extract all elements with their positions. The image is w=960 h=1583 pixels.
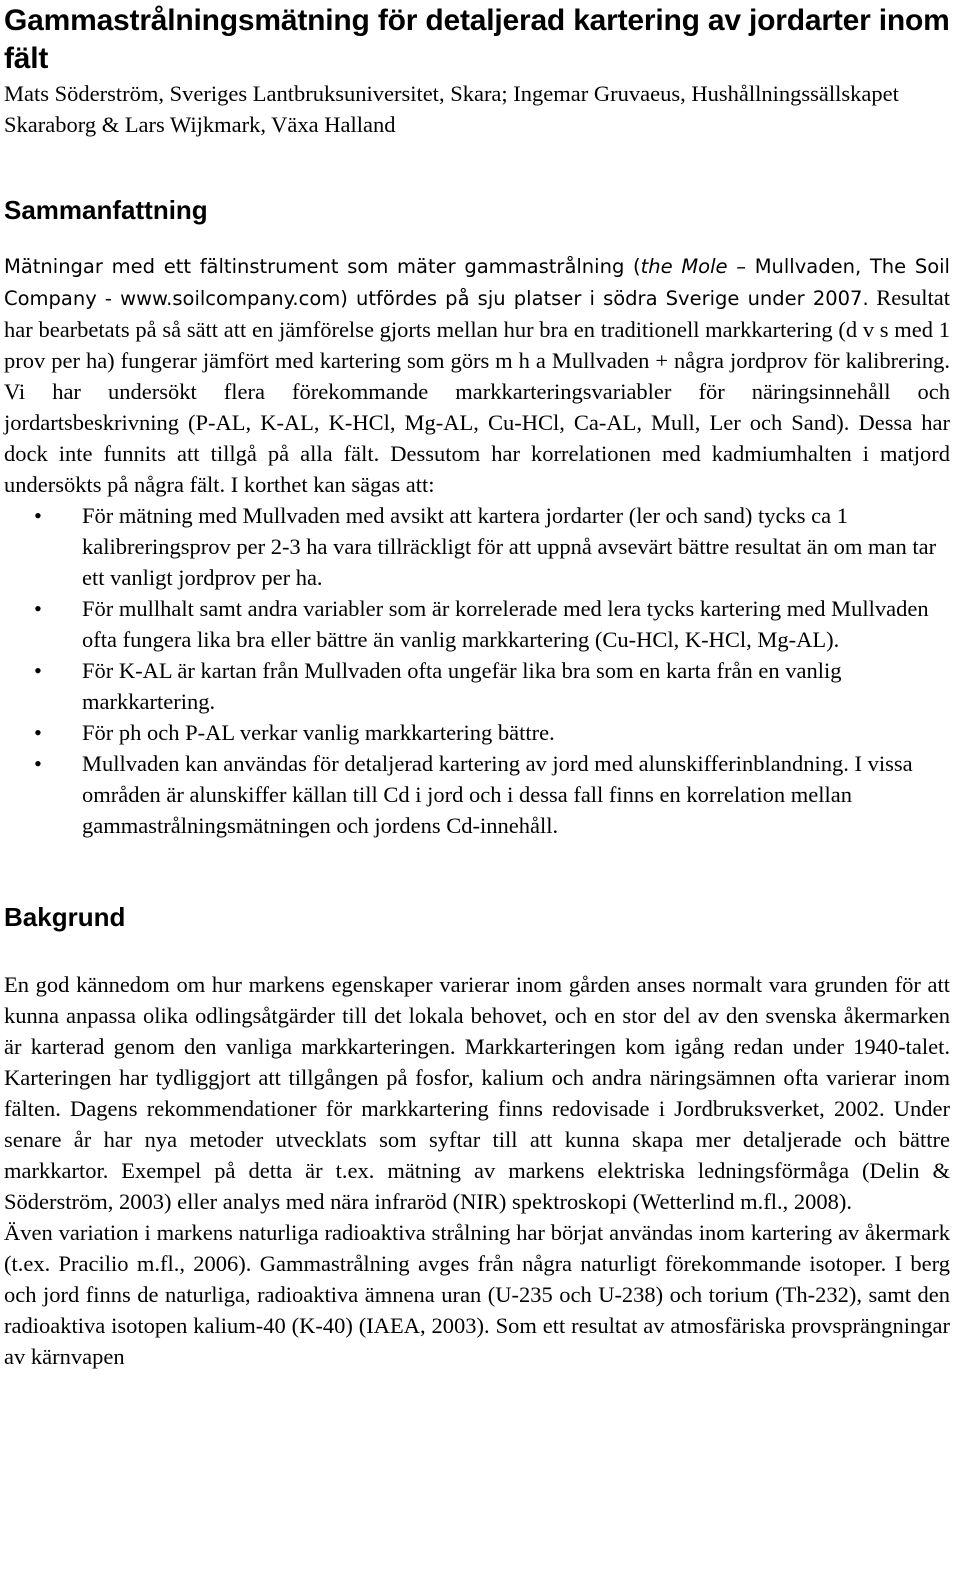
list-item-text: För K-AL är kartan från Mullvaden ofta ungefär lika bra som en karta från en vanlig markkartering.	[82, 658, 842, 714]
list-item	[4, 593, 950, 655]
summary-text-serif: Resultat har bearbetats på så sätt att en jämförelse gjorts mellan hur bra en traditionell markkartering (d v s med 1 prov per ha) fungerar jämfört med kartering som görs m h a Mullvaden + några jordprov för kalibrering. Vi har undersökt flera förekommande markkarteringsvariabler för näringsinnehåll och jordartsbeskrivning (P-AL, K-AL, K-HCl, Mg-AL, Cu-HCl, Ca-AL, Mull, Ler och Sand). Dessa har dock inte funnits att tillgå på alla fält. Dessutom har korrelationen med kadmiumhalten i matjord undersökts på några fält. I korthet kan sägas att:	[4, 285, 951, 497]
summary-text-part1: Mätningar med ett fältinstrument som mäter gammastrålning (	[4, 255, 641, 278]
bakgrund-paragraph-2: Även variation i markens naturliga radioaktiva strålning har börjat användas inom kartering av åkermark (t.ex. Pracilio m.fl., 2006). Gammastrålning avges från några naturligt förekommande isotoper. I berg och jord finns de naturliga, radioaktiva ämnena uran (U-235 och U-238) och torium (Th-232), samt den radioaktiva isotopen kalium-40 (K-40) (IAEA, 2003). Som ett resultat av atmosfäriska provsprängningar av kärnvapen	[4, 1220, 950, 1369]
bullet-glyph: •	[34, 751, 42, 776]
list-item	[4, 717, 950, 748]
list-item-text: För ph och P-AL verkar vanlig markkartering bättre.	[82, 720, 555, 745]
list-item	[4, 748, 950, 841]
bullet-glyph: •	[34, 720, 42, 745]
bullet-glyph: •	[34, 596, 42, 621]
bullet-glyph: •	[34, 658, 42, 683]
author-line: Mats Söderström, Sveriges Lantbruksuniversitet, Skara; Ingemar Gruvaeus, Hushållningssällskapet Skaraborg & Lars Wijkmark, Växa Halland	[4, 81, 899, 137]
summary-paragraph	[4, 250, 950, 500]
bakgrund-paragraph-1: En god kännedom om hur markens egenskaper varierar inom gården anses normalt vara grunden för att kunna anpassa olika odlingsåtgärder till det lokala behovet, och en stor del av den svenska åkermarken är karterad genom den vanliga markkarteringen. Markkarteringen kom igång redan under 1940-talet. Karteringen har tydliggjort att tillgången på fosfor, kalium och andra näringsämnen ofta varierar inom fälten. Dagens rekommendationer för markkartering finns redovisade i Jordbruksverket, 2002. Under senare år har nya metoder utvecklats som syftar till att kunna skapa mer detaljerade och bättre markkartor. Exempel på detta är t.ex. mätning av markens elektriska ledningsförmåga (Delin & Söderström, 2003) eller analys med nära infraröd (NIR) spektroskopi (Wetterlind m.fl., 2008).	[4, 972, 950, 1214]
section-heading-bakgrund: Bakgrund	[4, 902, 126, 932]
summary-bullet-list	[4, 500, 950, 841]
list-item-text: Mullvaden kan användas för detaljerad kartering av jord med alunskifferinblandning. I vissa områden är alunskiffer källan till Cd i jord och i dessa fall finns en korrelation mellan gammastrålningsmätningen och jordens Cd-innehåll.	[82, 751, 913, 838]
summary-text-italic: the Mole	[640, 255, 728, 278]
list-item	[4, 655, 950, 717]
document-title: Gammastrålningsmätning för detaljerad kartering av jordarter inom fält	[4, 4, 950, 75]
list-item-text: För mätning med Mullvaden med avsikt att kartera jordarter (ler och sand) tycks ca 1 kalibreringsprov per 2-3 ha vara tillräckligt för att uppnå avsevärt bättre resultat än om man tar ett vanligt jordprov per ha.	[82, 503, 937, 590]
document-page	[4, 0, 950, 1372]
list-item-text: För mullhalt samt andra variabler som är korrelerade med lera tycks kartering med Mullvaden ofta fungera lika bra eller bättre än vanlig markkartering (Cu-HCl, K-HCl, Mg-AL).	[82, 596, 929, 652]
list-item	[4, 500, 950, 593]
bullet-glyph: •	[34, 503, 42, 528]
summary-text-part2: – Mullvaden, The Soil Company - www.soilcompany.com) utfördes på sju platser i södra Sverige under 2007.	[4, 255, 950, 310]
section-heading-sammanfattning: Sammanfattning	[4, 195, 208, 225]
